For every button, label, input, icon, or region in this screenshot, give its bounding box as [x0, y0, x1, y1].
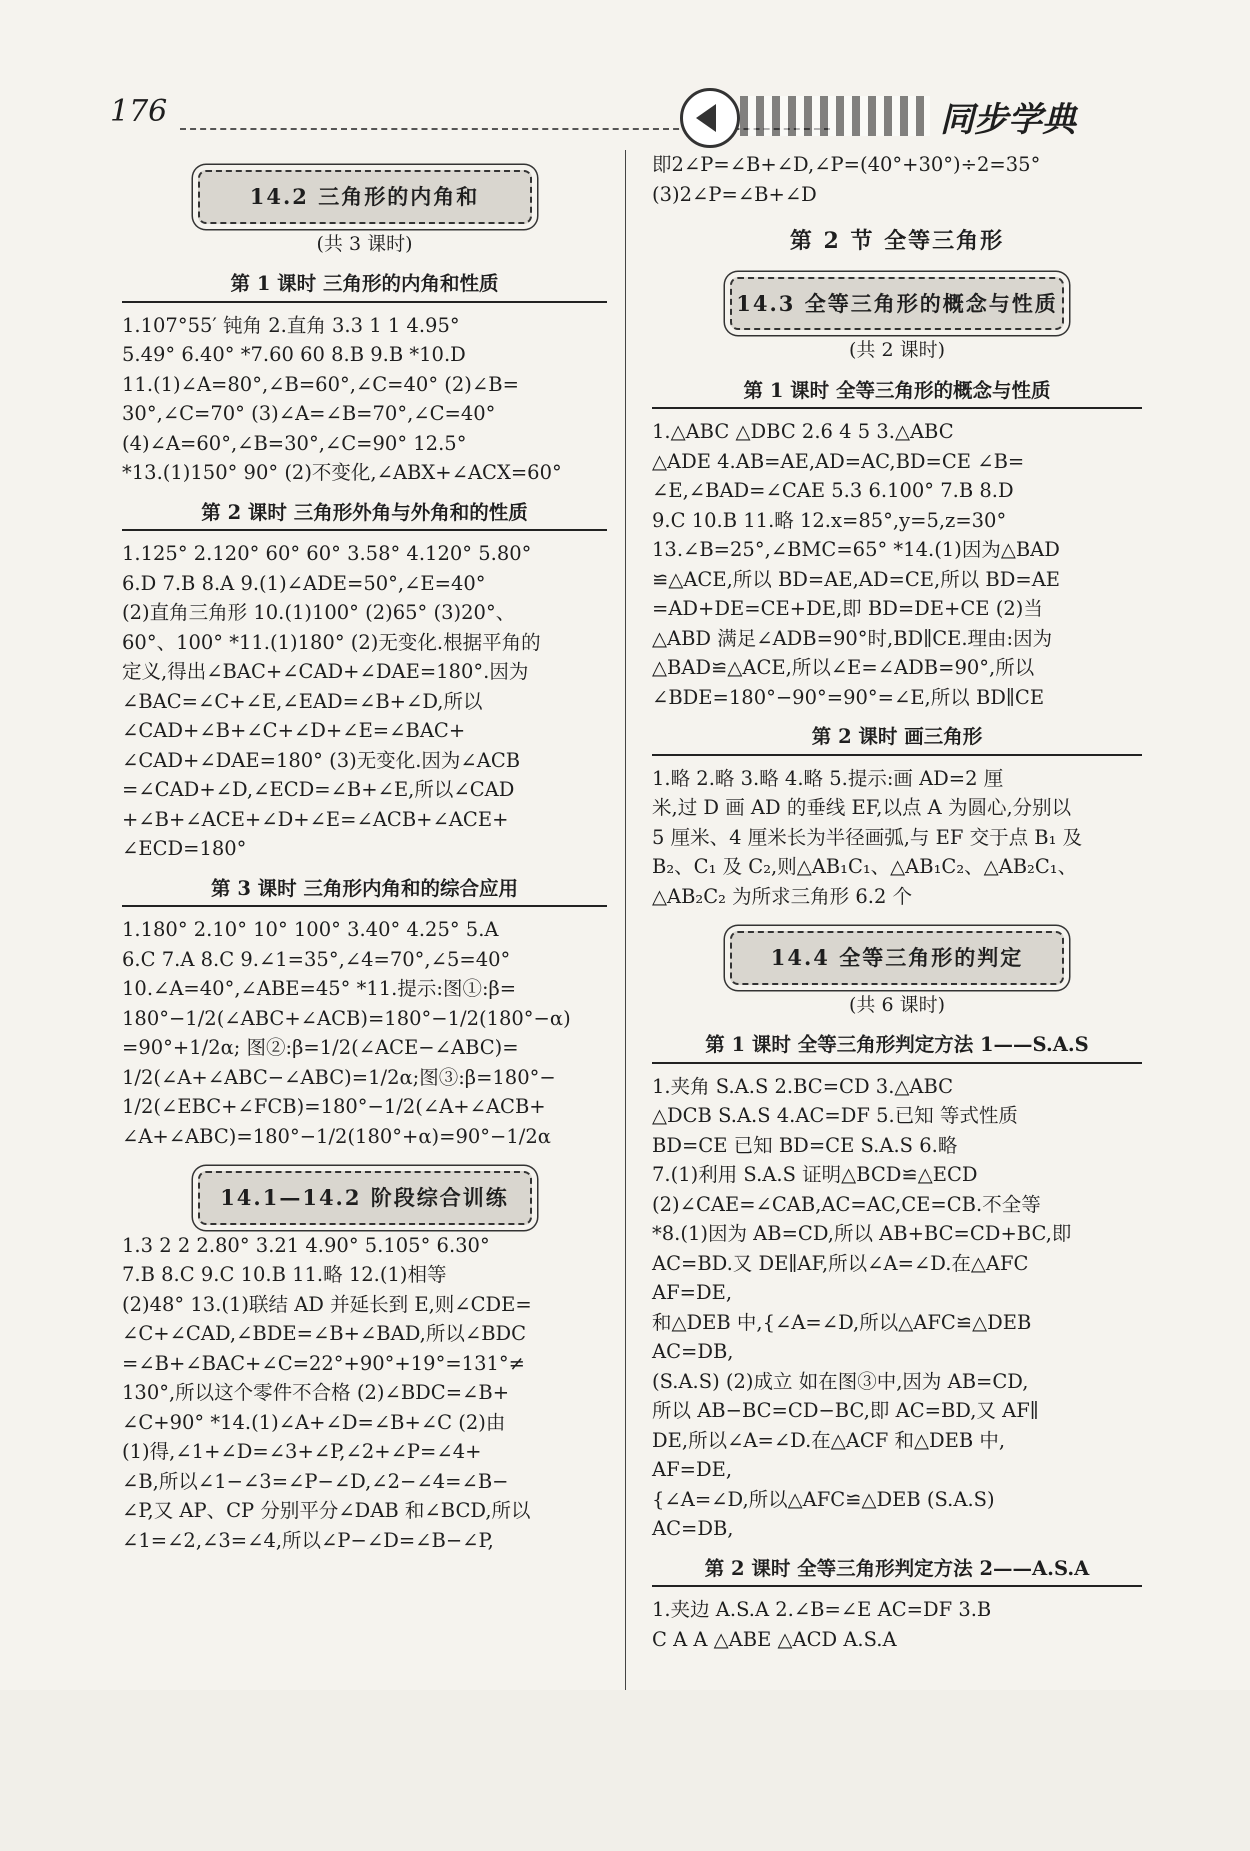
- answer-line: 1.3 2 2 2.80° 3.21 4.90° 5.105° 6.30°: [122, 1233, 490, 1257]
- answer-line: 1.夹角 S.A.S 2.BC=CD 3.△ABC: [652, 1074, 954, 1098]
- answer-line: ∠BDE=180°−90°=90°=∠E,所以 BD∥CE: [652, 685, 1045, 709]
- section-title: 14.1—14.2 阶段综合训练: [198, 1171, 532, 1225]
- answer-line: B₂、C₁ 及 C₂,则△AB₁C₁、△AB₁C₂、△AB₂C₁、: [652, 855, 1078, 878]
- answer-line: ∠C+∠CAD,∠BDE=∠B+∠BAD,所以∠BDC: [122, 1322, 527, 1345]
- lesson-heading: 第 3 课时 三角形内角和的综合应用: [122, 874, 607, 908]
- lesson-heading: 第 2 课时 三角形外角与外角和的性质: [122, 498, 607, 532]
- back-arrow-icon: [680, 88, 740, 148]
- answer-line: △DCB S.A.S 4.AC=DF 5.已知 等式性质: [652, 1104, 1018, 1127]
- lesson-heading: 第 2 课时 全等三角形判定方法 2——A.S.A: [652, 1554, 1142, 1588]
- answer-line: △AB₂C₂ 为所求三角形 6.2 个: [652, 884, 913, 908]
- answer-line: 即2∠P=∠B+∠D,∠P=(40°+30°)÷2=35°: [652, 153, 1041, 176]
- answer-line: 1/2(∠EBC+∠FCB)=180°−1/2(∠A+∠ACB+: [122, 1095, 546, 1118]
- answer-line: AC=DB,: [652, 1517, 734, 1540]
- answer-line: 所以 AB−BC=CD−BC,即 AC=BD,又 AF∥: [652, 1399, 1039, 1422]
- answer-line: (2)∠CAE=∠CAB,AC=AC,CE=CB.不全等: [652, 1192, 1041, 1216]
- page-header: [110, 88, 1130, 148]
- answer-line: 180°−1/2(∠ABC+∠ACB)=180°−1/2(180°−α): [122, 1006, 571, 1030]
- answer-line: AF=DE,: [652, 1281, 733, 1304]
- answer-line: ≌△ACE,所以 BD=AE,AD=CE,所以 BD=AE: [652, 567, 1061, 591]
- answer-line: 30°,∠C=70° (3)∠A=∠B=70°,∠C=40°: [122, 402, 496, 425]
- lesson-heading: 第 2 课时 画三角形: [652, 722, 1142, 756]
- answer-line: BD=CE 已知 BD=CE S.A.S 6.略: [652, 1133, 958, 1157]
- answer-line: 9.C 10.B 11.略 12.x=85°,y=5,z=30°: [652, 508, 1007, 532]
- answer-line: ∠ECD=180°: [122, 837, 247, 860]
- answer-line: 11.(1)∠A=80°,∠B=60°,∠C=40° (2)∠B=: [122, 372, 519, 396]
- section-title: 14.2 三角形的内角和: [198, 170, 532, 224]
- answer-line: AC=DB,: [652, 1340, 734, 1363]
- answer-line: =AD+DE=CE+DE,即 BD=DE+CE (2)当: [652, 597, 1043, 620]
- answer-line: 6.C 7.A 8.C 9.∠1=35°,∠4=70°,∠5=40°: [122, 947, 511, 971]
- answer-line: C A A △ABE △ACD A.S.A: [652, 1627, 897, 1651]
- answer-line: △BAD≌△ACE,所以∠E=∠ADB=90°,所以: [652, 656, 1035, 679]
- answer-line: 7.(1)利用 S.A.S 证明△BCD≌△ECD: [652, 1163, 978, 1186]
- answer-line: 1.夹边 A.S.A 2.∠B=∠E AC=DF 3.B: [652, 1598, 992, 1621]
- checker-decoration: [740, 96, 930, 136]
- answer-line: ∠A+∠ABC)=180°−1/2(180°+α)=90°−1/2α: [122, 1124, 551, 1148]
- answer-line: △ABD 满足∠ADB=90°时,BD∥CE.理由:因为: [652, 626, 1053, 650]
- answer-line: 1/2(∠A+∠ABC−∠ABC)=1/2α;图③:β=180°−: [122, 1065, 556, 1089]
- answer-line: (1)得,∠1+∠D=∠3+∠P,∠2+∠P=∠4+: [122, 1440, 482, 1463]
- answer-line: △ADE 4.AB=AE,AD=AC,BD=CE ∠B=: [652, 449, 1025, 473]
- page-bottom-margin: [0, 1690, 1250, 1851]
- answer-line: 1.107°55′ 钝角 2.直角 3.3 1 1 4.95°: [122, 313, 460, 337]
- answer-line: ∠P,又 AP、CP 分别平分∠DAB 和∠BCD,所以: [122, 1499, 531, 1522]
- answer-line: 定义,得出∠BAC+∠CAD+∠DAE=180°.因为: [122, 660, 529, 683]
- answer-line: 7.B 8.C 9.C 10.B 11.略 12.(1)相等: [122, 1263, 447, 1286]
- answer-line: *13.(1)150° 90° (2)不变化,∠ABX+∠ACX=60°: [122, 461, 562, 484]
- answer-line: 1.△ABC △DBC 2.6 4 5 3.△ABC: [652, 420, 954, 443]
- chapter-heading: 第 2 节 全等三角形: [789, 228, 1005, 254]
- answer-line: 1.180° 2.10° 10° 100° 3.40° 4.25° 5.A: [122, 918, 499, 941]
- answer-line: 5 厘米、4 厘米长为半径画弧,与 EF 交于点 B₁ 及: [652, 825, 1083, 849]
- answer-line: 和△DEB 中,{∠A=∠D,所以△AFC≌△DEB: [652, 1310, 1032, 1334]
- answer-line: (2)直角三角形 10.(1)100° (2)65° (3)20°、: [122, 601, 516, 624]
- answer-line: *8.(1)因为 AB=CD,所以 AB+BC=CD+BC,即: [652, 1222, 1072, 1245]
- answer-line: 6.D 7.B 8.A 9.(1)∠ADE=50°,∠E=40°: [122, 571, 486, 595]
- lesson-heading: 第 1 课时 全等三角形判定方法 1——S.A.S: [652, 1030, 1142, 1064]
- lesson-count: (共 6 课时): [849, 993, 945, 1016]
- answer-line: ∠E,∠BAD=∠CAE 5.3 6.100° 7.B 8.D: [652, 479, 1014, 502]
- answer-line: ∠CAD+∠B+∠C+∠D+∠E=∠BAC+: [122, 719, 466, 742]
- answer-line: 米,过 D 画 AD 的垂线 EF,以点 A 为圆心,分别以: [652, 796, 1072, 819]
- answer-line: 1.略 2.略 3.略 4.略 5.提示:画 AD=2 厘: [652, 766, 1004, 790]
- answer-line: 5.49° 6.40° *7.60 60 8.B 9.B *10.D: [122, 343, 466, 366]
- answer-line: ∠B,所以∠1−∠3=∠P−∠D,∠2−∠4=∠B−: [122, 1469, 509, 1493]
- right-column: [652, 150, 1142, 1654]
- answer-line: ∠CAD+∠DAE=180° (3)无变化.因为∠ACB: [122, 748, 521, 772]
- page-number: 176: [110, 94, 168, 129]
- answer-line: 13.∠B=25°,∠BMC=65° *14.(1)因为△BAD: [652, 538, 1060, 561]
- section-title: 14.4 全等三角形的判定: [730, 931, 1064, 985]
- answer-line: +∠B+∠ACE+∠D+∠E=∠ACB+∠ACE+: [122, 807, 509, 831]
- answer-line: =∠B+∠BAC+∠C=22°+90°+19°=131°≠: [122, 1351, 525, 1375]
- answer-line: AF=DE,: [652, 1458, 733, 1481]
- left-column: [122, 150, 607, 1555]
- answer-line: =∠CAD+∠D,∠ECD=∠B+∠E,所以∠CAD: [122, 778, 515, 801]
- answer-line: {∠A=∠D,所以△AFC≌△DEB (S.A.S): [652, 1487, 995, 1511]
- answer-line: 130°,所以这个零件不合格 (2)∠BDC=∠B+: [122, 1381, 510, 1404]
- lesson-count: (共 2 课时): [849, 339, 945, 361]
- column-divider: [625, 150, 626, 1690]
- answer-line: (2)48° 13.(1)联结 AD 并延长到 E,则∠CDE=: [122, 1292, 532, 1316]
- answer-line: AC=BD.又 DE∥AF,所以∠A=∠D.在△AFC: [652, 1251, 1029, 1275]
- answer-line: ∠C+90° *14.(1)∠A+∠D=∠B+∠C (2)由: [122, 1410, 506, 1434]
- answer-line: 60°、100° *11.(1)180° (2)无变化.根据平角的: [122, 630, 541, 654]
- answer-line: DE,所以∠A=∠D.在△ACF 和△DEB 中,: [652, 1428, 1006, 1452]
- brand-title: 同步学典: [940, 100, 1076, 140]
- lesson-heading: 第 1 课时 三角形的内角和性质: [122, 269, 607, 303]
- section-title: 14.3 全等三角形的概念与性质: [730, 277, 1064, 331]
- answer-line: (3)2∠P=∠B+∠D: [652, 182, 817, 206]
- lesson-heading: 第 1 课时 全等三角形的概念与性质: [652, 376, 1142, 410]
- answer-line: 1.125° 2.120° 60° 60° 3.58° 4.120° 5.80°: [122, 542, 532, 565]
- answer-line: (4)∠A=60°,∠B=30°,∠C=90° 12.5°: [122, 431, 467, 455]
- answer-line: =90°+1/2α; 图②:β=1/2(∠ACE−∠ABC)=: [122, 1036, 519, 1059]
- lesson-count: (共 3 课时): [316, 232, 413, 255]
- answer-line: ∠BAC=∠C+∠E,∠EAD=∠B+∠D,所以: [122, 689, 483, 713]
- answer-line: ∠1=∠2,∠3=∠4,所以∠P−∠D=∠B−∠P,: [122, 1528, 494, 1552]
- answer-line: 10.∠A=40°,∠ABE=45° *11.提示:图①:β=: [122, 977, 517, 1000]
- answer-line: (S.A.S) (2)成立 如在图③中,因为 AB=CD,: [652, 1369, 1029, 1393]
